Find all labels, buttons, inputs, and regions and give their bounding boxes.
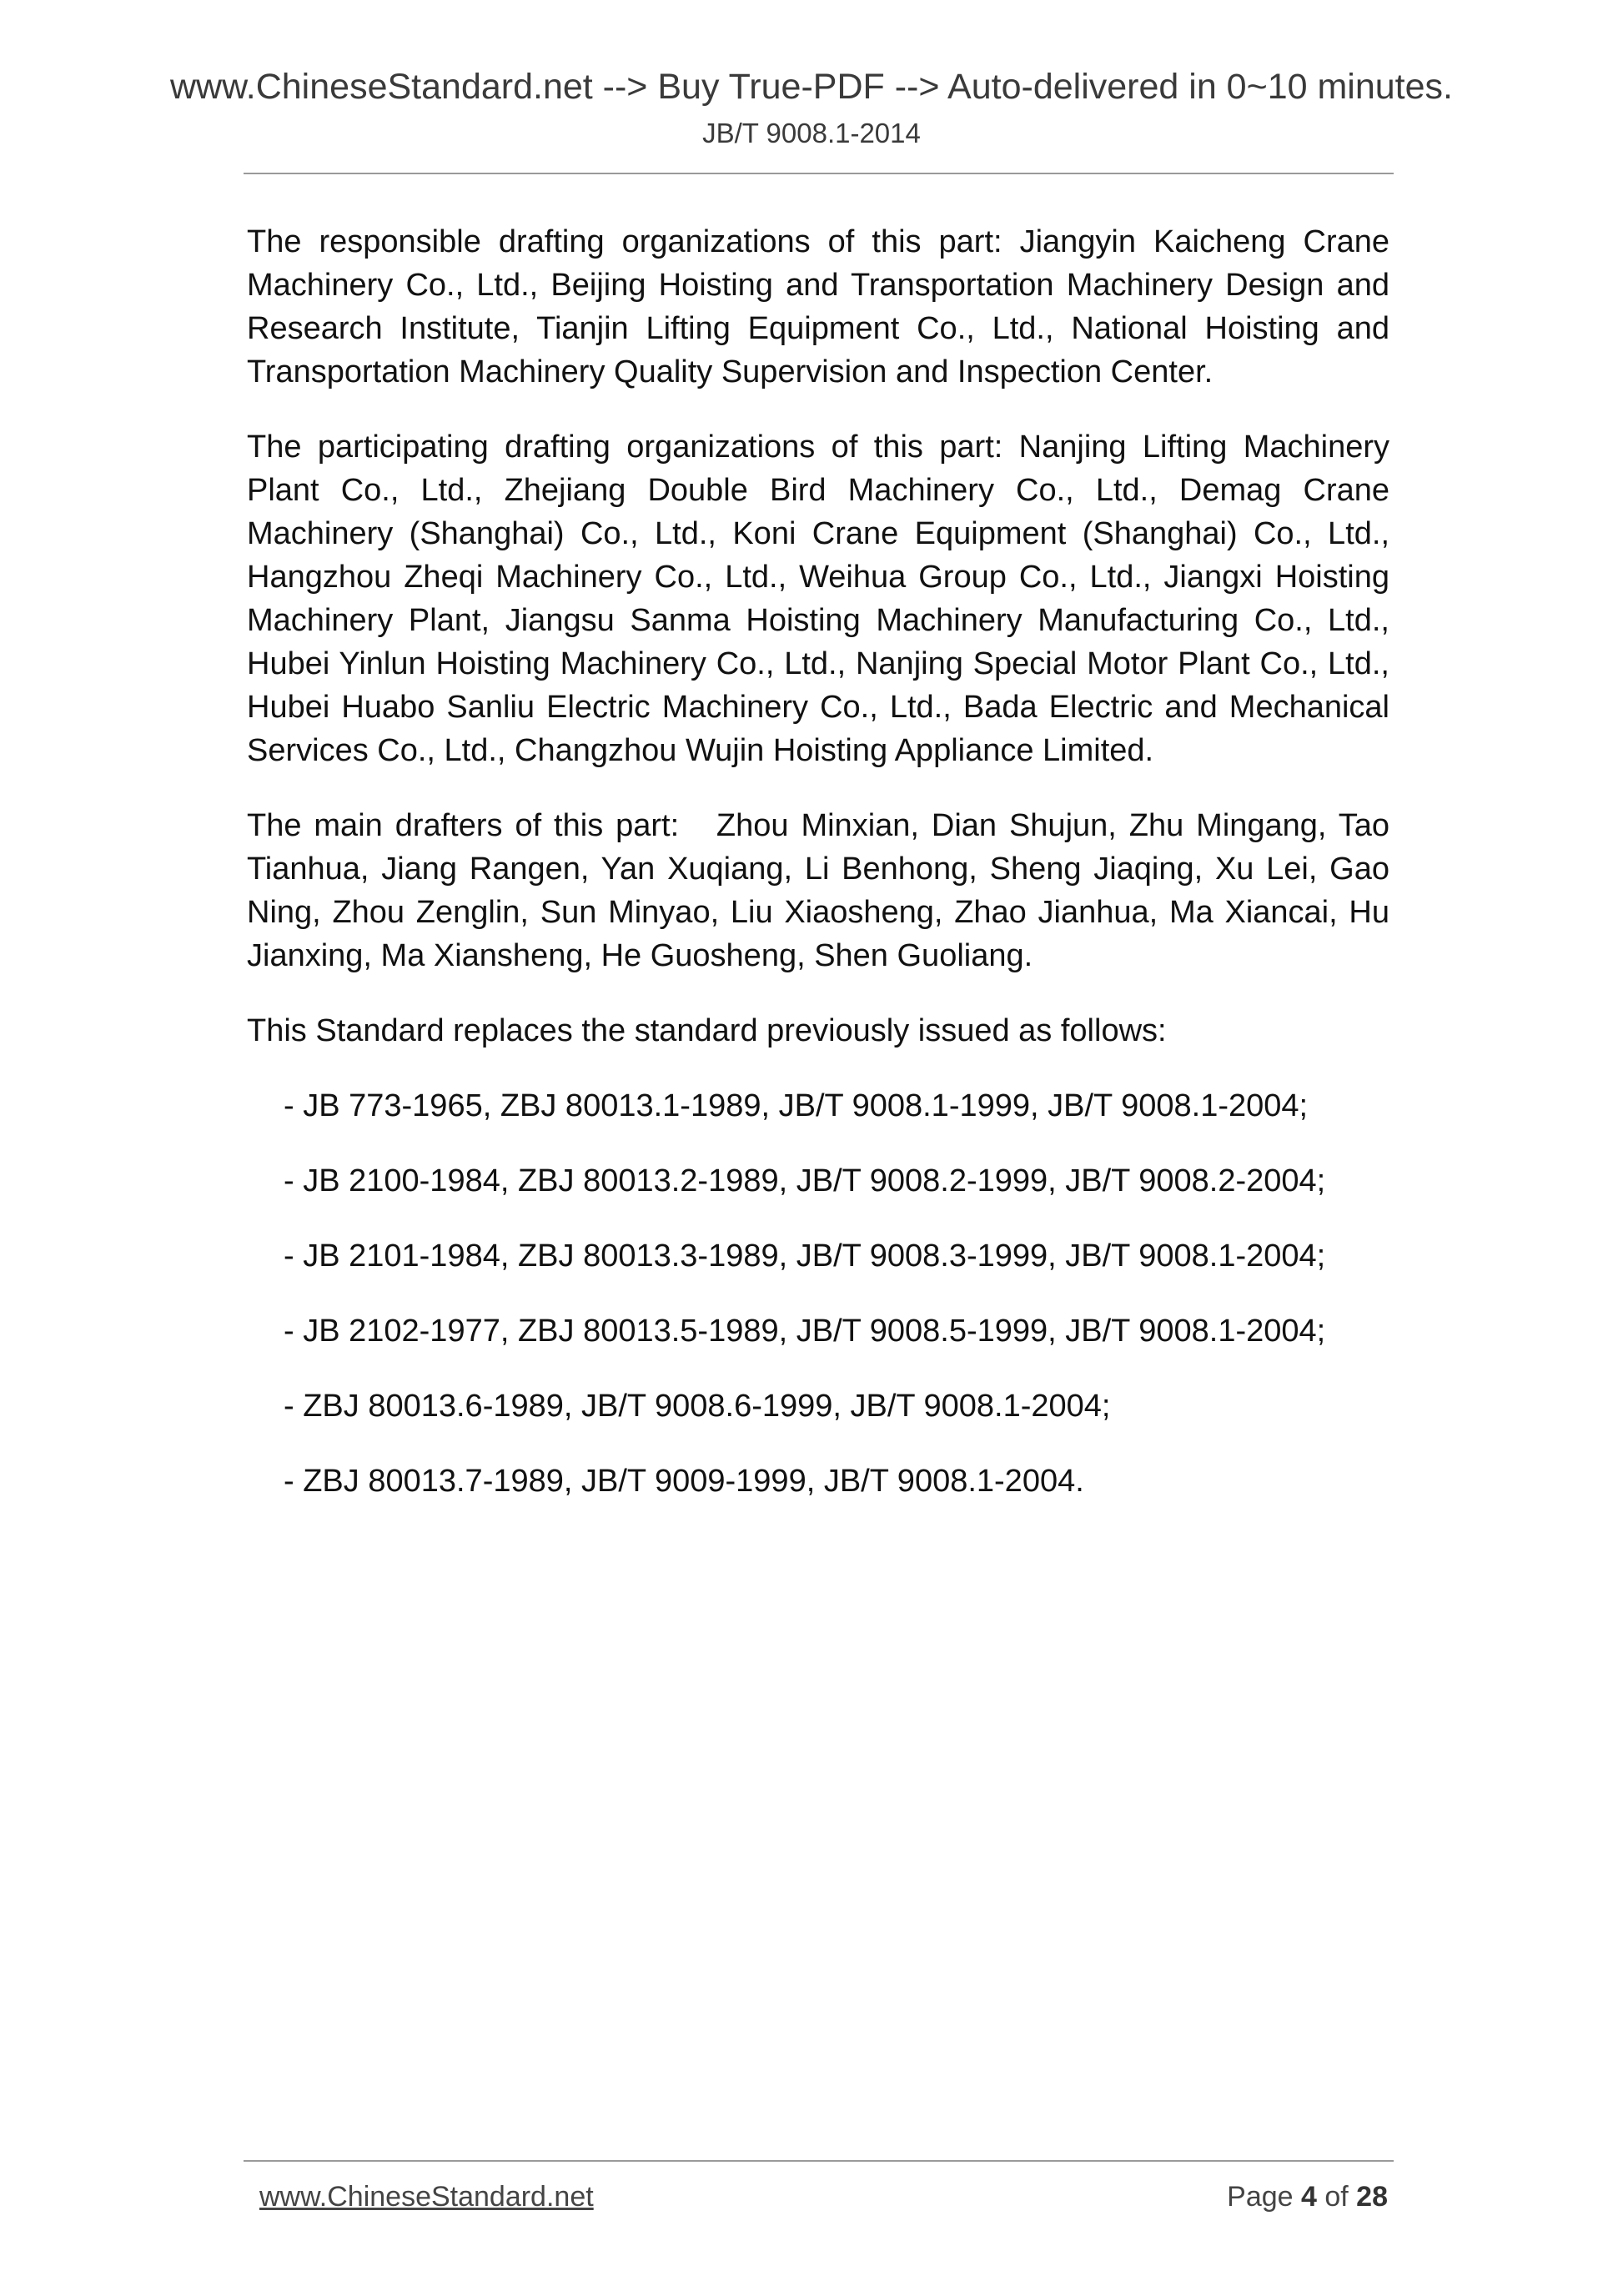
footer-divider xyxy=(244,2160,1394,2162)
list-item: - JB 773-1965, ZBJ 80013.1-1989, JB/T 9008.1-1999, JB/T 9008.1-2004; xyxy=(284,1088,1309,1123)
paragraph-participating-organizations: The participating drafting organizations of this part: Nanjing Lifting Machinery Plant Co., Ltd., Zhejiang Double Bird Machinery Co., Ltd., Demag Crane Machinery (Shanghai) Co., Ltd., Koni Crane Equipment (Shanghai) Co., Ltd., Hangzhou Zheqi Machinery Co., Ltd., Weihua Group Co., Ltd., Jiangxi Hoisting Machinery Plant, Jiangsu Sanma Hoisting Machinery Manufacturing Co., Ltd., Hubei Yinlun Hoisting Machinery Co., Ltd., Nanjing Special Motor Plant Co., Ltd., Hubei Huabo Sanliu Electric Machinery Co., Ltd., Bada Electric and Mechanical Services Co., Ltd., Changzhou Wujin Hoisting Appliance Limited. xyxy=(247,430,1389,768)
list-item: - JB 2102-1977, ZBJ 80013.5-1989, JB/T 9008.5-1999, JB/T 9008.1-2004; xyxy=(284,1314,1326,1349)
replaced-standards-list xyxy=(247,1084,1389,1503)
paragraph-replacement-intro: This Standard replaces the standard previously issued as follows: xyxy=(247,1013,1167,1048)
page-of: of xyxy=(1316,2181,1357,2213)
list-item: - JB 2100-1984, ZBJ 80013.2-1989, JB/T 9008.2-1999, JB/T 9008.2-2004; xyxy=(284,1163,1326,1198)
list-item: - ZBJ 80013.6-1989, JB/T 9008.6-1999, JB/T 9008.1-2004; xyxy=(284,1389,1111,1424)
page-number xyxy=(1227,2178,1388,2215)
header-banner: www.ChineseStandard.net --> Buy True-PDF --> Auto-delivered in 0~10 minutes. xyxy=(169,67,1453,107)
header-divider xyxy=(244,173,1394,174)
list-item: - JB 2101-1984, ZBJ 80013.3-1989, JB/T 9008.3-1999, JB/T 9008.1-2004; xyxy=(284,1238,1326,1274)
page-prefix: Page xyxy=(1227,2181,1301,2213)
document-id: JB/T 9008.1-2014 xyxy=(702,118,921,148)
list-item: - ZBJ 80013.7-1989, JB/T 9009-1999, JB/T 9008.1-2004. xyxy=(284,1464,1084,1499)
document-body xyxy=(247,220,1389,1535)
paragraph-responsible-organizations: The responsible drafting organizations of this part: Jiangyin Kaicheng Crane Machinery Co., Ltd., Beijing Hoisting and Transportation Machinery Design and Research Institute, Tianjin Lifting Equipment Co., Ltd., National Hoisting and Transportation Machinery Quality Supervision and Inspection Center. xyxy=(247,224,1389,389)
paragraph-main-drafters: The main drafters of this part: Zhou Minxian, Dian Shujun, Zhu Mingang, Tao Tianhua, Jiang Rangen, Yan Xuqiang, Li Benhong, Sheng Jiaqing, Xu Lei, Gao Ning, Zhou Zenglin, Sun Minyao, Liu Xiaosheng, Zhao Jianhua, Ma Xiancai, Hu Jianxing, Ma Xiansheng, He Guosheng, Shen Guoliang. xyxy=(247,808,1389,973)
footer-website-link[interactable]: www.ChineseStandard.net xyxy=(259,2181,594,2213)
page-total: 28 xyxy=(1356,2181,1388,2213)
page-current: 4 xyxy=(1301,2181,1317,2213)
